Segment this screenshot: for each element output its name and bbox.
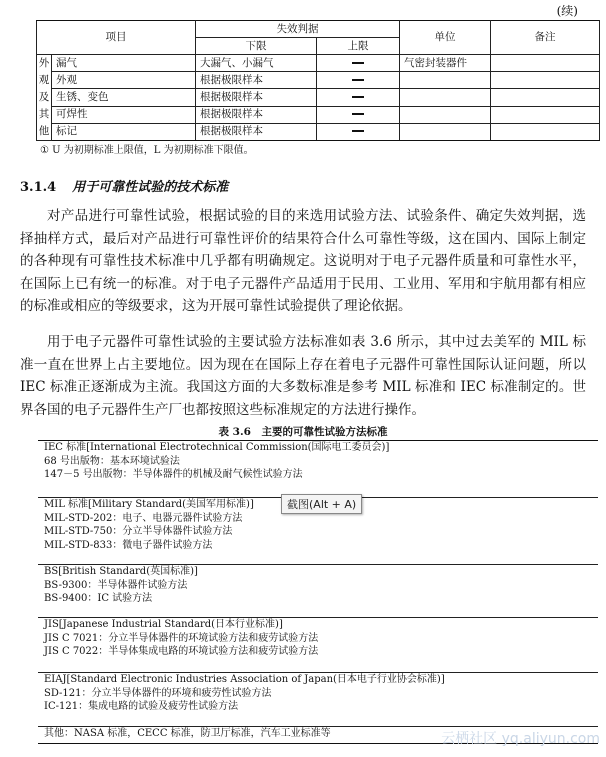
- group-item: 147－5 号出版物：半导体器件的机械及耐气候性试验方法: [44, 469, 303, 480]
- row-note: [491, 89, 600, 106]
- row-name: 标记: [52, 123, 196, 140]
- row-upper: [317, 55, 400, 72]
- table-caption: 表 3.6 主要的可靠性试验方法标准: [218, 426, 388, 438]
- header-upper: 上限: [317, 38, 400, 55]
- standard-group-eiaj: [38, 672, 598, 714]
- dash-mark: [352, 130, 364, 132]
- group-head: BS[British Standard(英国标准)]: [44, 566, 198, 577]
- standard-group-bs: [38, 564, 598, 606]
- group-item: MIL-STD-750：分立半导体器件试验方法: [44, 526, 233, 537]
- group-item: JIS C 7022：半导体集成电路的环境试验方法和疲劳试验方法: [44, 646, 319, 657]
- row-unit: [400, 106, 491, 123]
- group-item: 68 号出版物：基本环境试验法: [44, 455, 180, 467]
- row-unit: [400, 89, 491, 106]
- group-item: JIS C 7021：分立半导体器件的环境试验方法和疲劳试验方法: [44, 632, 319, 644]
- group-head: JIS[Japanese Industrial Standard(日本行业标准)]: [44, 619, 283, 630]
- standard-group-iec: [38, 440, 598, 482]
- row-upper: [317, 72, 400, 89]
- group-item: MIL-STD-833：微电子器件试验方法: [44, 539, 213, 551]
- group-head: MIL 标准[Military Standard(美国军用标准)]: [44, 499, 254, 510]
- row-unit: [400, 123, 491, 140]
- group-item: BS-9400：IC 试验方法: [44, 593, 153, 604]
- group-item: IC-121：集成电路的试验及疲劳性试验方法: [44, 701, 239, 712]
- row-lower: 根据极限样本: [196, 123, 317, 140]
- header-unit: 单位: [400, 21, 491, 55]
- paragraph-2: 用于电子元器件可靠性试验的主要试验方法标准如表 3.6 所示，其中过去美军的 MIL 标准一直在世界上占主要地位。因为现在在国际上存在着电子元器件可靠性国际认证问题，所以 IEC 标准正逐渐成为主流。我国这方面的大多数标准是参考 MIL 标准和 IEC 标准制定的。世界各国的电子元器件生产厂也都按照这些标准规定的方法进行操作。: [20, 334, 586, 418]
- continued-label: (续): [556, 4, 578, 18]
- watermark: 云栖社区 yq.aliyun.com: [441, 731, 600, 747]
- section-number: 3.1.4: [20, 180, 57, 195]
- row-upper: [317, 89, 400, 106]
- row-name: 漏气: [52, 55, 196, 72]
- header-note: 备注: [491, 21, 600, 55]
- header-fail-criteria: 失效判据: [196, 21, 400, 38]
- row-upper: [317, 106, 400, 123]
- group-head: EIAJ[Standard Electronic Industries Association of Japan(日本电子行业协会标准)]: [44, 674, 445, 685]
- row-lower: 根据极限样本: [196, 72, 317, 89]
- row-lower: 根据极限样本: [196, 106, 317, 123]
- row-unit: 气密封装器件: [400, 55, 491, 72]
- header-item: 项目: [37, 21, 196, 55]
- screenshot-tooltip: 截图(Alt + A): [281, 494, 362, 514]
- failure-criteria-table: [36, 20, 600, 141]
- paragraph-1: 对产品进行可靠性试验，根据试验的目的来选用试验方法、试验条件、确定失效判据，选择抽样方式，最后对产品进行可靠性评价的结果符合什么可靠性等级，这在国内、国际上制定的各种现有可靠性技术标准中几乎都有明确规定。这说明对于电子元器件质量和可靠性水平，在国际上已有统一的标准。对于电子元器件产品适用于民用、工业用、军用和宇航用都有相应的标准或相应的等级要求，这为开展可靠性试验提供了理论依据。: [20, 208, 586, 315]
- row-lower: 根据极限样本: [196, 89, 317, 106]
- row-upper: [317, 123, 400, 140]
- dash-mark: [352, 79, 364, 81]
- row-name: 外观: [52, 72, 196, 89]
- group-item: SD-121：分立半导体器件的环境和疲劳性试验方法: [44, 687, 272, 699]
- row-note: [491, 106, 600, 123]
- group-item: MIL-STD-202：电子、电器元器件试验方法: [44, 512, 243, 524]
- standard-group-jis: [38, 617, 598, 659]
- table-footnote: ① U 为初期标准上限值，L 为初期标准下限值。: [40, 145, 254, 156]
- row-lower: 大漏气、小漏气: [196, 55, 317, 72]
- row-unit: [400, 72, 491, 89]
- row-name: 生锈、变色: [52, 89, 196, 106]
- dash-mark: [352, 62, 364, 64]
- row-note: [491, 72, 600, 89]
- group-head: IEC 标准[International Electrotechnical Commission(国际电工委员会)]: [44, 442, 390, 453]
- dash-mark: [352, 96, 364, 98]
- section-heading: [20, 176, 228, 195]
- section-title: 用于可靠性试验的技术标准: [72, 180, 229, 195]
- group-head: 其他：NASA 标准，CECC 标准，防卫厅标准，汽车工业标准等: [44, 728, 331, 739]
- side-label: 外 观 及 其 他: [37, 55, 52, 141]
- row-name: 可焊性: [52, 106, 196, 123]
- header-lower: 下限: [196, 38, 317, 55]
- group-item: BS-9300：半导体器件试验方法: [44, 579, 188, 591]
- row-note: [491, 123, 600, 140]
- row-note: [491, 55, 600, 72]
- dash-mark: [352, 113, 364, 115]
